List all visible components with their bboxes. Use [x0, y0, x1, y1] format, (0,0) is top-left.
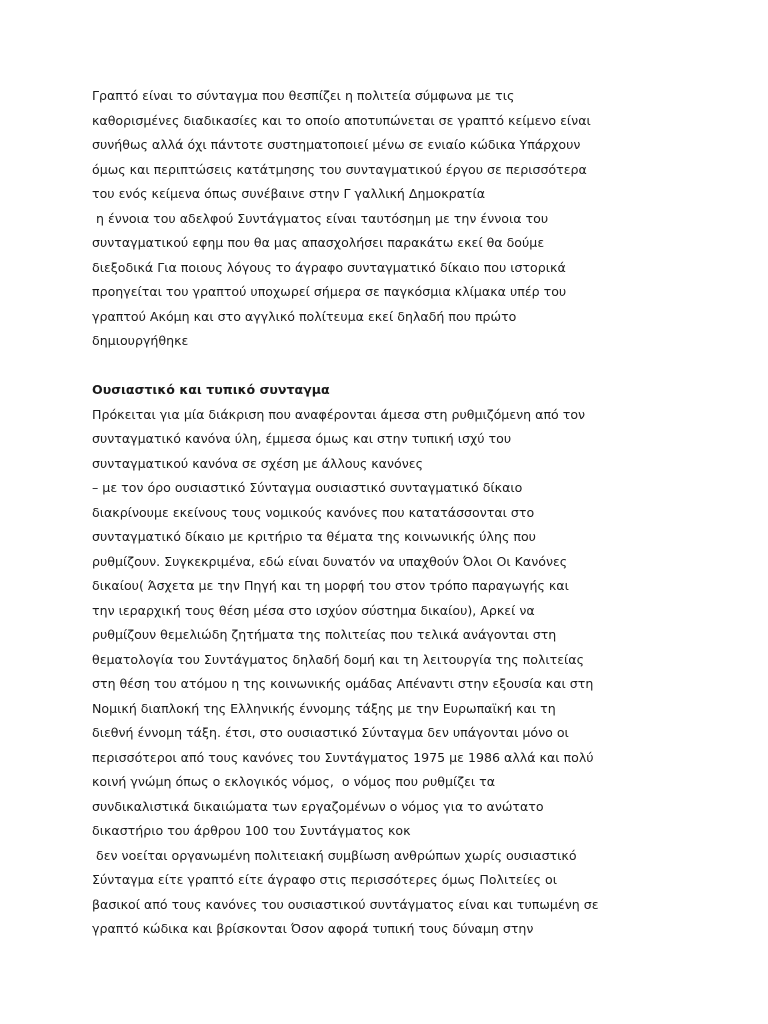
text-line: Γραπτό είναι το σύνταγμα που θεσπίζει η πολιτεία σύμφωνα με τις [92, 88, 515, 103]
text-line: συνταγματικό δίκαιο με κριτήριο τα θέματα της κοινωνικής ύλης που [92, 529, 536, 544]
text-line: Σύνταγμα είτε γραπτό είτε άγραφο στις περισσότερες όμως Πολιτείες οι [92, 872, 558, 887]
text-line: την ιεραρχική τους θέση μέσα στο ισχύον σύστημα δικαίου), Αρκεί να [92, 602, 535, 618]
text-line: συνταγματικού κανόνα σε σχέση με άλλους κανόνες [92, 455, 423, 471]
text-line: δημιουργήθηκε [92, 333, 189, 348]
paragraph-spacer [92, 354, 762, 379]
text-line: Πρόκειται για μία διάκριση που αναφέρονται άμεσα στη ρυθμιζόμενη από τον [92, 406, 586, 422]
text-line: θεματολογία του Συντάγματος δηλαδή δομή και τη λειτουργία της πολιτείας [92, 651, 584, 667]
text-line: – με τον όρο ουσιαστικό Σύνταγμα ουσιαστικό συνταγματικό δίκαιο [92, 480, 523, 495]
text-line: του ενός κείμενα όπως συνέβαινε στην Γ γαλλική Δημοκρατία [92, 186, 486, 201]
text-line: βασικοί από τους κανόνες του ουσιαστικού συντάγματος είναι και τυπωμένη σε [92, 896, 599, 912]
text-line: όμως και περιπτώσεις κατάτμησης του συνταγματικού έργου σε περισσότερα [92, 161, 587, 177]
text-line: δικαστήριο του άρθρου 100 του Συντάγματος κοκ [92, 823, 411, 838]
text-line: η έννοια του αδελφού Συντάγματος είναι ταυτόσημη με την έννοια του [92, 210, 549, 226]
text-line: γραπτού Ακόμη και στο αγγλικό πολίτευμα εκεί δηλαδή που πρώτο [92, 308, 517, 324]
text-line: γραπτό κώδικα και βρίσκονται Όσον αφορά τυπική τους δύναμη στην [92, 921, 534, 936]
text-line: προηγείται του γραπτού υποχωρεί σήμερα σε παγκόσμια κλίμακα υπέρ του [92, 284, 567, 299]
text-line: ρυθμίζουν. Συγκεκριμένα, εδώ είναι δυνατόν να υπαχθούν Όλοι Οι Κανόνες [92, 553, 568, 569]
paragraph-2 [92, 403, 762, 942]
text-line: ρυθμίζουν θεμελιώδη ζητήματα της πολιτείας που τελικά ανάγονται στη [92, 627, 557, 642]
text-line: συνταγματικού εφημ που θα μας απασχολήσει παρακάτω εκεί θα δούμε [92, 235, 545, 250]
section-heading: Ουσιαστικό και τυπικό συνταγμα [92, 382, 330, 397]
text-line: περισσότεροι από τους κανόνες του Συντάγματος 1975 με 1986 αλλά και πολύ [92, 749, 594, 765]
text-line: διακρίνουμε εκείνους τους νομικούς κανόνες που κατατάσσονται στο [92, 504, 535, 520]
paragraph-1 [92, 84, 762, 354]
text-line: διεθνή έννομη τάξη. έτσι, στο ουσιαστικό Σύνταγμα δεν υπάγονται μόνο οι [92, 725, 569, 740]
text-line: καθορισμένες διαδικασίες και το οποίο αποτυπώνεται σε γραπτό κείμενο είναι [92, 112, 591, 128]
document-page [92, 84, 762, 942]
text-line: διεξοδικά Για ποιους λόγους το άγραφο συνταγματικό δίκαιο που ιστορικά [92, 259, 566, 275]
text-line: συνταγματικό κανόνα ύλη, έμμεσα όμως και στην τυπική ισχύ του [92, 431, 512, 446]
text-line: στη θέση του ατόμου η της κοινωνικής ομάδας Απέναντι στην εξουσία και στη [92, 676, 594, 691]
text-line: συνδικαλιστικά δικαιώματα των εργαζομένων ο νόμος για το ανώτατο [92, 798, 544, 814]
text-line: δικαίου( Άσχετα με την Πηγή και τη μορφή του στον τρόπο παραγωγής και [92, 578, 569, 593]
text-line: δεν νοείται οργανωμένη πολιτειακή συμβίωση ανθρώπων χωρίς ουσιαστικό [92, 847, 577, 863]
text-line: Νομική διαπλοκή της Ελληνικής έννομης τάξης με την Ευρωπαϊκή και τη [92, 700, 556, 716]
text-line: συνήθως αλλά όχι πάντοτε συστηματοποιεί μένω σε ενιαίο κώδικα Υπάρχουν [92, 137, 581, 152]
text-line: κοινή γνώμη όπως ο εκλογικός νόμος, ο νόμος που ρυθμίζει τα [92, 774, 496, 789]
